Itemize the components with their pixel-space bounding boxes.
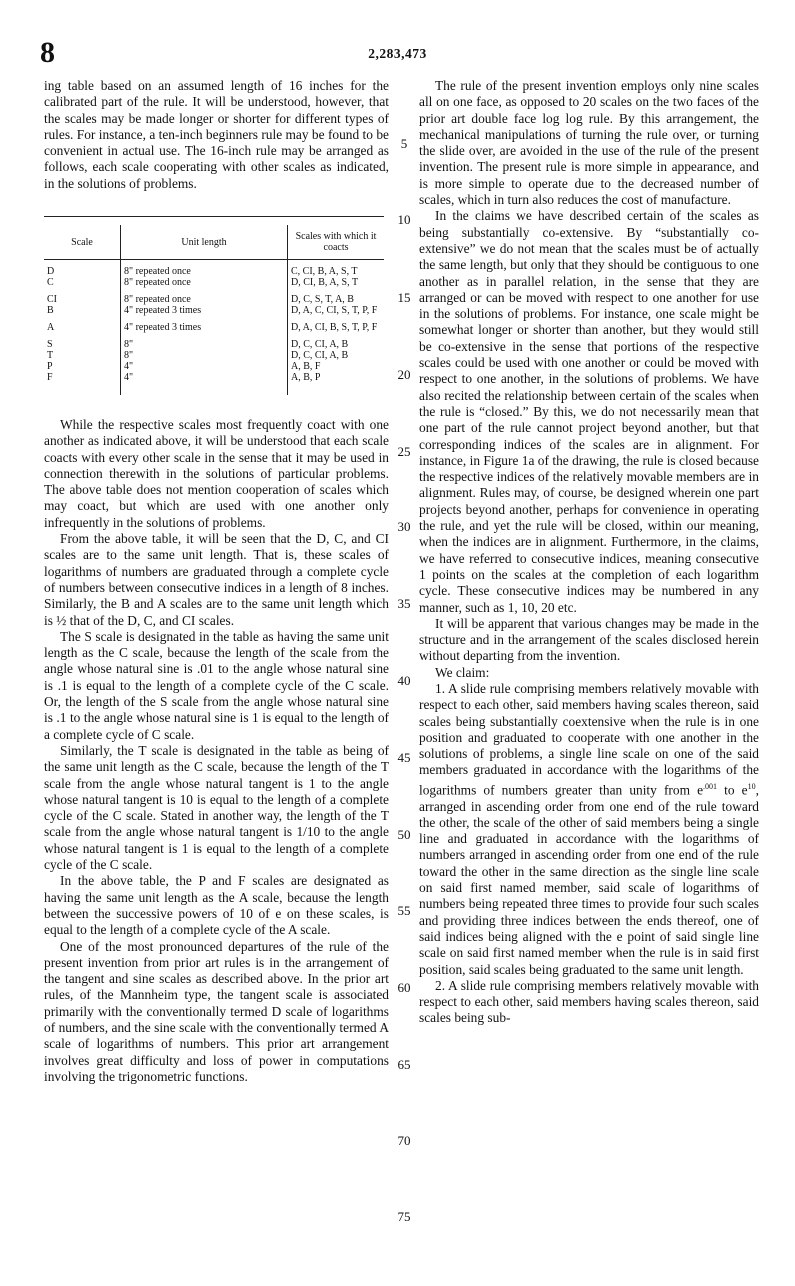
exponent-high: 10 <box>747 781 756 791</box>
line-number: 65 <box>397 1057 411 1072</box>
header-coacts: Scales with which it coacts <box>288 225 385 260</box>
line-number: 75 <box>397 1209 411 1224</box>
row-unit: 4" <box>121 361 288 372</box>
row-coacts: D, C, CI, A, B <box>288 350 385 361</box>
claim-2: 2. A slide rule comprising members relatively movable with respect to each other, said members having scales thereon, said scales being sub- <box>419 977 759 1026</box>
table-row <box>44 288 384 305</box>
table-row <box>44 316 384 333</box>
page-number: 8 <box>40 36 55 69</box>
line-number: 30 <box>397 519 411 534</box>
right-paragraph-1: The rule of the present invention employs only nine scales all on one face, as opposed to 20 scales on the two faces of the prior art double face log log rule. By this arrangement, the mechanical manipulations of turning the rule over, or turning the slide over, are avoided in the use of the rule of the present invention. The present rule is more simple in appearance, and is more simple to operate due to the decreased number of scales, which in turn also reduces the cost of manufacture. <box>419 78 759 208</box>
table-row <box>44 277 384 288</box>
line-number: 70 <box>397 1133 411 1148</box>
line-number: 45 <box>397 750 411 765</box>
left-paragraph-1: ing table based on an assumed length of 16 inches for the calibrated part of the rule. It will be understood, however, that the scales may be made longer or shorter for different types of rules. For instance, a ten-inch beginners rule may be found to be convenient in actual use. The 16-inch rule may be arranged as follows, each scale cooperating with other scales as indicated, in the solutions of problems. <box>44 78 389 191</box>
left-paragraph-3: From the above table, it will be seen that the D, C, and CI scales are to the same unit length. That is, these scales of logarithms of numbers are graduated through a complete cycle of numbers between consecutive indices in a length of 8 inches. Similarly, the B and A scales are to the same unit length which is ½ that of the D, C, and CI scales. <box>44 531 389 628</box>
claim-1 <box>419 681 759 978</box>
row-scale: C <box>47 277 54 288</box>
row-coacts: C, CI, B, A, S, T <box>288 260 385 278</box>
line-number: 25 <box>397 444 411 459</box>
line-number: 40 <box>397 673 411 688</box>
line-number: 10 <box>397 212 411 227</box>
exponent-low: .001 <box>703 781 718 791</box>
row-coacts: D, A, CI, B, S, T, P, F <box>288 316 385 333</box>
left-paragraph-7: One of the most pronounced departures of the rule of the present invention from prior art rules is in the arrangement of the tangent and sine scales as described above. In the prior art rules, of the Mannheim type, the tangent scale is associated primarily with the conventionally termed D scale of logarithms of numbers, and the sine scale with the conventionally termed A scale of logarithms of numbers. This prior art arrangement involves great difficulty and loss of power in computations involving the trigonometric functions. <box>44 938 389 1084</box>
claim-1-part-b: to e <box>717 782 748 798</box>
row-coacts: D, C, CI, A, B <box>288 333 385 350</box>
row-scale: T <box>47 350 54 361</box>
row-unit: 4" repeated 3 times <box>121 316 288 333</box>
line-number: 35 <box>397 596 411 611</box>
table-row <box>44 372 384 395</box>
row-unit: 8" <box>121 333 288 350</box>
row-coacts: D, C, S, T, A, B <box>288 288 385 305</box>
row-unit: 8" repeated once <box>121 260 288 278</box>
line-number: 55 <box>397 903 411 918</box>
left-paragraph-5: Similarly, the T scale is designated in the table as being of the same unit length as the C scale, because the length of the T scale from the angle whose natural tangent is 1 to the angle whose natural tangent is 10 is equal to the length of a complete cycle of the C scale. Stated in another way, the length of the T scale from the angle whose natural tangent is 1/10 to the angle whose natural tangent is 1 is equal to the length of a complete cycle of the C scale. <box>44 742 389 873</box>
row-coacts: D, CI, B, A, S, T <box>288 277 385 288</box>
left-paragraph-2: While the respective scales most frequently coact with one another as indicated above, it will be understood that each scale coacts with every other scale in the sense that it may be used in connection therewith in the solutions of particular problems. The above table does not mention cooperation of scales which may coact, but which are used with one another only infrequently in the solutions of problems. <box>44 417 389 530</box>
row-coacts: A, B, F <box>288 361 385 372</box>
line-number: 15 <box>397 290 411 305</box>
row-scale: CI <box>47 294 57 305</box>
header-scale: Scale <box>44 225 121 260</box>
claim-1-part-c: , arranged in ascending order from one end of the rule toward the other, the scale of the other of said members being a single line and graduated in accordance with the logarithms of numbers arranged in ascending order from one end of the rule toward the other in the same direction as the single line scale on said first named member, said scale of logarithms of numbers being repeated three times to provide four such scales and providing three indices between the ends thereof, one of said indices being aligned with the e point of said single line scale on said first named member when the rule is in said first position, said scales being graduated to the same unit length. <box>419 782 759 977</box>
row-unit: 8" repeated once <box>121 288 288 305</box>
line-number: 20 <box>397 367 411 382</box>
table-top-rule <box>44 216 384 217</box>
row-unit: 8" <box>121 350 288 361</box>
row-scale: D <box>47 266 55 277</box>
header-unit-length: Unit length <box>121 225 288 260</box>
left-column <box>44 78 389 192</box>
right-paragraph-3: It will be apparent that various changes may be made in the structure and in the arrangement of the scales disclosed herein without departing from the invention. <box>419 615 759 664</box>
row-scale: P <box>47 361 53 372</box>
table-row <box>44 361 384 372</box>
table-row <box>44 333 384 350</box>
right-paragraph-2: In the claims we have described certain of the scales as being substantially co-extensive. By “substantially co-extensive” we do not mean that the scales must be of actually the same length, but only that they should be contiguous to one another as in parallel relation, in the sense that they are arranged or can be moved with respect to one another for use in the solutions of problems. For instance, one scale might be somewhat longer or shorter than another, but they would still be co-extensive in the sense that portions of the respective scales could be used with one another or could be moved with respect to one another, in the solutions of problems. We have also recited the relationship between certain of the scales when the rule is “closed.” By this, we do not necessarily mean that one part of the rule cannot project beyond another, but that corresponding indices of the scales are in alignment. For instance, in Figure 1a of the drawing, the rule is closed because the respective indices of the relatively movable members are in alignment. Rules may, of course, be designed wherein one part projects beyond another, perhaps for convenience in operating the rule, and yet the rule will be closed, within our meaning, when the indices are in alignment. Furthermore, in the claims, we have referred to consecutive indices, meaning consecutive 1 points on the scales at the completion of each logarithm cycle. These consecutive indices may be numbered in any manner, such as 1, 10, 20 etc. <box>419 208 759 615</box>
right-column <box>419 78 759 1027</box>
claim-1-part-a: 1. A slide rule comprising members relatively movable with respect to each other, said members having scales thereon, said scales being substantially coextensive when the rule is in one position and graduated to cooperate with one another in the solutions of problems, a single line scale on one of the said members graduated in accordance with the logarithms of the logarithms of numbers greater than unity from e <box>419 680 759 798</box>
claims-intro: We claim: <box>435 664 490 680</box>
row-unit: 4" <box>121 372 288 395</box>
row-scale: A <box>47 322 55 333</box>
row-unit: 4" repeated 3 times <box>121 305 288 316</box>
patent-number: 2,283,473 <box>368 46 427 61</box>
left-paragraph-4: The S scale is designated in the table as having the same unit length as the C scale, because the length of the scale from the angle whose natural sine is .01 to the angle whose natural sine is .1 is equal to the length of a complete cycle of the C scale. Or, the length of the S scale from the angle whose natural sine is .1 to the angle whose natural sine is 1 is equal to the length of a complete cycle of C scale. <box>44 628 389 742</box>
row-coacts: D, A, C, CI, S, T, P, F <box>288 305 385 316</box>
table-row <box>44 305 384 316</box>
line-number: 60 <box>397 980 411 995</box>
line-number: 5 <box>400 136 408 151</box>
scale-table <box>44 225 384 395</box>
line-number: 50 <box>397 827 411 842</box>
row-scale: F <box>47 372 53 383</box>
row-unit: 8" repeated once <box>121 277 288 288</box>
left-paragraph-6: In the above table, the P and F scales are designated as having the same unit length as the A scale, because the length between the successive powers of 10 of e on these scales, is equal to the length of a complete cycle of the A scale. <box>44 873 389 938</box>
left-column-continued <box>44 417 389 1085</box>
table-row <box>44 350 384 361</box>
row-coacts: A, B, P <box>288 372 385 395</box>
row-scale: B <box>47 305 54 316</box>
table-row <box>44 260 384 278</box>
row-scale: S <box>47 339 53 350</box>
